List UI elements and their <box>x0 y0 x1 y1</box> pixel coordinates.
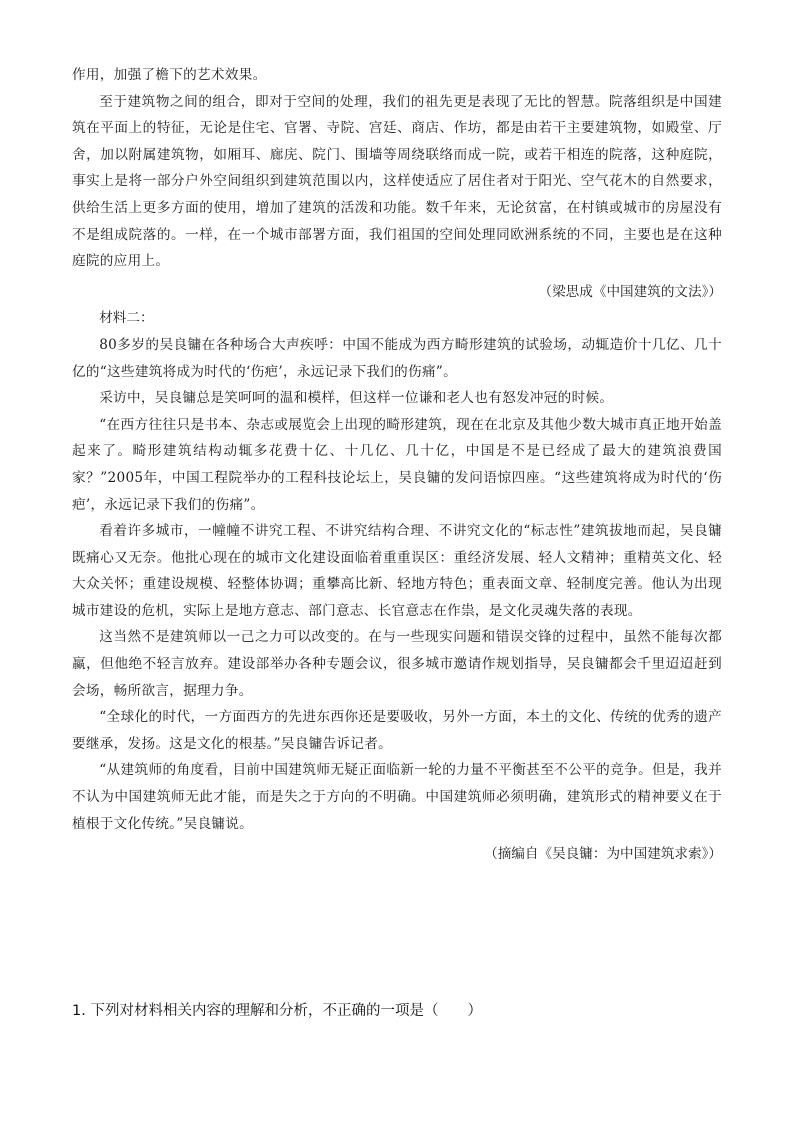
paragraph-m2-6: “全球化的时代，一方面西方的先进东西你还是要吸收，另外一方面，本土的文化、传统的优秀的遗产要继承，发扬。这是文化的根基。”吴良镛告诉记者。 <box>72 709 722 752</box>
paragraph-m2-4: 看着许多城市，一幢幢不讲究工程、不讲究结构合理、不讲究文化的“标志性”建筑拔地而起，吴良镛既痛心又无奈。他批心现在的城市文化建设面临着重重误区：重经济发展、轻人文精神；重精英文化、轻大众关怀；重建设规模、轻整体协调；重攀高比新、轻地方特色；重表面文章、轻制度完善。他认为出现城市建设的危机，实际上是地方意志、部门意志、长官意志在作祟，是文化灵魂失落的表现。 <box>72 523 722 619</box>
paragraph-continuation: 作用，加强了檐下的艺术效果。 <box>72 67 267 83</box>
source-citation-1: （梁思成《中国建筑的文法》） <box>538 283 722 300</box>
paragraph-m2-7: “从建筑师的角度看，目前中国建筑师无疑正面临新一轮的力量不平衡甚至不公平的竞争。但是，我并不认为中国建筑师无此才能，而是失之于方向的不明确。中国建筑师必须明确，建筑形式的精神要义在于植根于文化传统。”吴良镛说。 <box>72 762 722 832</box>
paragraph-m2-3: “在西方往往只是书本、杂志或展览会上出现的畸形建筑，现在在北京及其他少数大城市真正地开始盖起来了。畸形建筑结构动辄多花费十亿、十几亿、几十亿，中国是不是已经成了最大的建筑浪费国家？”2005年，中国工程院举办的工程科技论坛上，吴良镛的发问语惊四座。“这些建筑将成为时代的‘伤疤’，永远记录下我们的伤痛”。 <box>72 416 722 513</box>
paragraph-m2-1: 80多岁的吴良镛在各种场合大声疾呼：中国不能成为西方畸形建筑的试验场，动辄造价十几亿、几十亿的“这些建筑将成为时代的‘伤疤’，永远记录下我们的伤痛”。 <box>72 336 722 380</box>
question-1: 1. 下列对材料相关内容的理解和分析，不正确的一项是（ ） <box>72 1003 482 1019</box>
paragraph-courtyard: 至于建筑物之间的组合，即对于空间的处理，我们的祖先更是表现了无比的智慧。院落组织是中国建筑在平面上的特征，无论是住宅、官署、寺院、宫廷、商店、作坊，都是由若干主要建筑物，如殿堂、厅舍，加以附属建筑物，如厢耳、廊庑、院门、围墙等周绕联络而成一院，或若干相连的院落，这种庭院，事实上是将一部分户外空间组织到建筑范围以内，这样使适应了居住者对于阳光、空气花木的自然要求，供给生活上更多方面的使用，增加了建筑的活泼和功能。数千年来，无论贫富，在村镇或城市的房屋没有不是组成院落的。一样，在一个城市部署方面，我们祖国的空间处理同欧洲系统的不同，主要也是在这种庭院的应用上。 <box>72 93 722 270</box>
source-citation-2: （摘编自《吴良镛：为中国建筑求索》） <box>484 846 722 863</box>
document-body <box>72 62 722 868</box>
paragraph-m2-5: 这当然不是建筑师以一己之力可以改变的。在与一些现实问题和错误交锋的过程中，虽然不能每次都赢，但他绝不轻言放弃。建设部举办各种专题会议，很多城市邀请作规划指导，吴良镛都会千里迢迢赶到会场，畅所欲言，据理力争。 <box>72 629 722 699</box>
paragraph-m2-2: 采访中，吴良镛总是笑呵呵的温和模样，但这样一位谦和老人也有怒发冲冠的时候。 <box>99 390 614 407</box>
material-2-heading: 材料二： <box>99 310 154 327</box>
